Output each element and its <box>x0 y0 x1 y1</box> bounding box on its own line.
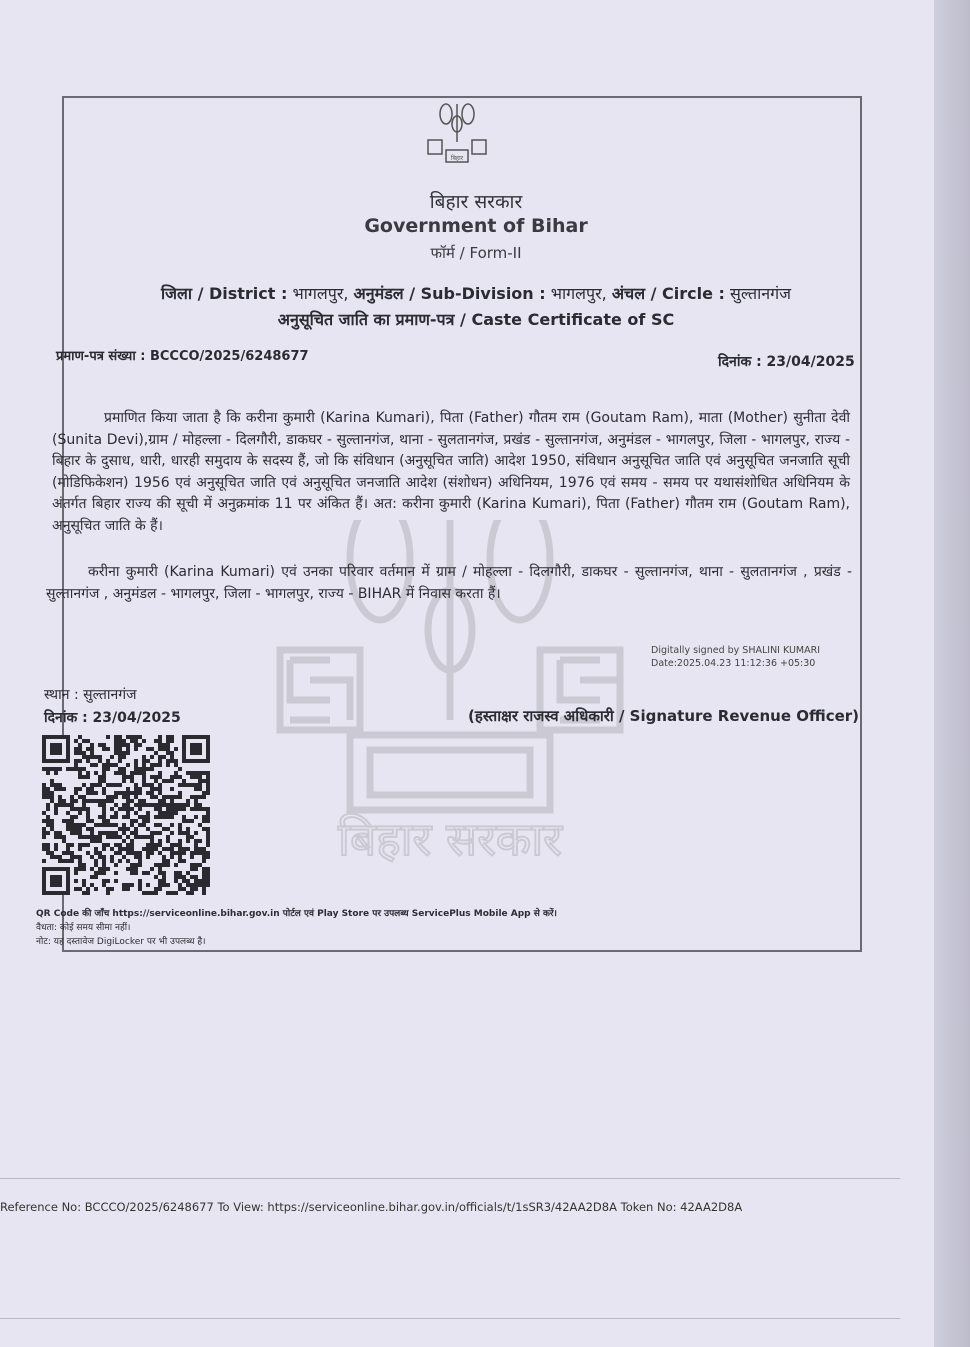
certificate-paragraph-2: करीना कुमारी (Karina Kumari) एवं उनका परिवार वर्तमान में ग्राम / मोहल्ला - दिलगौरी, डाकघर - सुल्तानगंज, थाना - सुलतानगंज , प्रखंड - सुल्तानगंज , अनुमंडल - भागलपुर, जिला - भागलपुर, राज्य - BIHAR में निवास करता हैं। <box>46 564 852 602</box>
validity-note: वैधता: कोई समय सीमा नहीं। <box>36 923 131 933</box>
footer-reference: Reference No: BCCCO/2025/6248677 To View: https://serviceonline.bihar.gov.in/officials/t/1sSR3/42AA2D8A Token No: 42AA2D8A <box>0 1200 743 1214</box>
circle-label: अंचल / Circle : <box>611 284 725 303</box>
qr-code <box>42 735 210 895</box>
certificate-name: अनुसूचित जाति का प्रमाण-पत्र / Caste Certificate of SC <box>277 310 675 329</box>
watermark-text: बिहार सरकार <box>338 812 562 866</box>
digital-signature <box>651 644 820 670</box>
digilocker-note: नोट: यह दस्तावेज DigiLocker पर भी उपलब्ध है। <box>36 937 206 947</box>
subdivision-value: भागलपुर, <box>545 284 612 303</box>
form-label: फॉर्म / Form-II <box>430 244 522 262</box>
footer-divider-bottom <box>0 1318 900 1319</box>
issue-date: दिनांक : 23/04/2025 <box>718 354 855 370</box>
circle-value: सुल्तानगंज <box>724 284 791 303</box>
district-line <box>0 282 952 304</box>
district-value: भागलपुर, <box>287 284 354 303</box>
certificate-number: प्रमाण-पत्र संख्या : BCCCO/2025/6248677 <box>56 349 309 364</box>
government-title-english: Government of Bihar <box>364 215 588 237</box>
signature-revenue-officer: (हस्ताक्षर राजस्व अधिकारी / Signature Revenue Officer) <box>468 707 860 725</box>
footer-divider-top <box>0 1178 900 1179</box>
subdivision-label: अनुमंडल / Sub-Division : <box>353 284 546 303</box>
place-date: दिनांक : 23/04/2025 <box>44 710 181 726</box>
district-label: जिला / District : <box>160 284 288 303</box>
government-title-hindi: बिहार सरकार <box>429 191 523 213</box>
certificate-paragraph-1: प्रमाणित किया जाता है कि करीना कुमारी (Karina Kumari), पिता (Father) गौतम राम (Goutam Ram), माता (Mother) सुनीता देवी (Sunita Devi),ग्राम / मोहल्ला - दिलगौरी, डाकघर - सुल्तानगंज, थाना - सुलतानगंज, प्रखंड - सुल्तानगंज, अनुमंडल - भागलपुर, जिला - भागलपुर, राज्य - बिहार के दुसाध, धारी, धारही समुदाय के सदस्य हैं, जो कि संविधान (अनुसूचित जाति) आदेश 1950, संविधान अनुसूचित जाति एवं अनुसूचित जनजाति सूची (मोडिफिकेशन) 1956 एवं अनुसूचित जाति एवं अनुसूचित जनजाति आदेश (संशोधन) अधिनियम, 1976 एवं समय - समय पर यथासंशोधित अधिनियम के अंतर्गत बिहार राज्य की सूची में अनुक्रमांक 11 पर अंकित हैं। अत: करीना कुमारी (Karina Kumari), पिता (Father) गौतम राम (Goutam Ram), अनुसूचित जाति के हैं। <box>52 410 850 534</box>
qr-verification-note: QR Code की जाँच https://serviceonline.bihar.gov.in पोर्टल एवं Play Store पर उपलब्ध ServicePlus Mobile App से करें। <box>36 909 557 919</box>
signed-by: Digitally signed by SHALINI KUMARI <box>651 645 821 656</box>
emblem-text: बिहार <box>450 155 464 162</box>
signature-date: Date:2025.04.23 11:12:36 +05:30 <box>651 658 816 669</box>
bihar-emblem-logo <box>422 100 492 170</box>
place: स्थान : सुल्तानगंज <box>44 687 137 703</box>
